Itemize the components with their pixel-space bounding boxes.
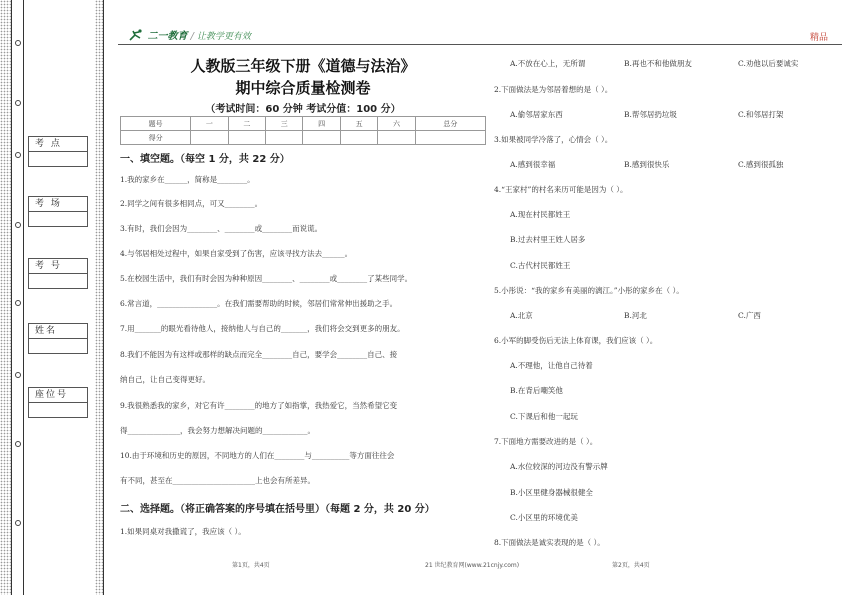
question-line: 5.在校园生活中，我们有时会因为种种原因________、________或________了某些同学。	[120, 274, 413, 283]
info-label: 姓名	[29, 324, 87, 339]
question-line: 得______________，我会努力想解决问题的____________。	[120, 426, 315, 435]
binding-line	[11, 0, 12, 595]
question-line: 2.同学之间有很多相同点，可又________。	[120, 199, 263, 208]
question-line: 1.我的家乡在______，简称是________。	[120, 175, 255, 184]
option: B.感到很快乐	[624, 160, 670, 169]
option: B.河北	[624, 311, 647, 320]
score-cell[interactable]	[378, 131, 415, 145]
page-number-left: 第1页，共4页	[232, 562, 270, 569]
table-cell: 三	[266, 117, 303, 131]
question-line: 有不同，甚至在______________________上也会有所差异。	[120, 476, 315, 485]
question-line: 3.有时，我们会因为________、________或________而说谎。	[120, 224, 323, 233]
table-cell: 题号	[121, 117, 191, 131]
score-cell[interactable]	[191, 131, 228, 145]
binding-hole	[15, 520, 21, 526]
info-label: 考 点	[29, 137, 87, 152]
table-cell: 总分	[415, 117, 485, 131]
table-cell: 得分	[121, 131, 191, 145]
binding-line	[103, 0, 104, 595]
option: B.帮邻居扔垃圾	[624, 110, 677, 119]
question-line: 1.如果同桌对我撒谎了，我应该（ ）。	[120, 527, 246, 536]
binding-hole	[15, 152, 21, 158]
question-line: 3.如果被同学冷落了，心情会（ ）。	[494, 135, 613, 144]
question-line: 纳自己，让自己变得更好。	[120, 375, 210, 384]
table-cell: 五	[340, 117, 377, 131]
binding-hole	[15, 40, 21, 46]
question-line: 6.小军的脚受伤后无法上体育课，我们应该（ ）。	[494, 336, 658, 345]
binding-strip-left	[0, 0, 11, 595]
info-box-seat[interactable]	[28, 387, 88, 418]
brand-logo: 二一教育 / 让教学更有效	[128, 27, 251, 42]
question-line: 6.常言道，________________。在我们需要帮助的时候，邻居们常常伸出援助之手。	[120, 299, 398, 308]
runner-logo-icon	[128, 29, 144, 41]
page-title: 人教版三年级下册《道德与法治》	[190, 57, 416, 75]
option: A.感到很幸福	[510, 160, 556, 169]
option: C.小区里的环境优美	[510, 513, 578, 522]
question-line: 4.与邻居相处过程中，如果自家受到了伤害，应该寻找方法去______。	[120, 249, 353, 258]
option: B.在背后嘲笑他	[510, 386, 563, 395]
question-line: 10.由于环境和历史的原因，不同地方的人们在________与__________等方面往往会	[120, 451, 395, 460]
header-rule	[118, 44, 842, 45]
score-cell[interactable]	[340, 131, 377, 145]
option: A.现在村民都姓王	[510, 210, 571, 219]
info-box-exam-site[interactable]	[28, 136, 88, 167]
question-line: 2.下面做法是为邻居着想的是（ ）。	[494, 85, 613, 94]
score-cell[interactable]	[415, 131, 485, 145]
table-cell: 六	[378, 117, 415, 131]
score-cell[interactable]	[266, 131, 303, 145]
question-line: 8.我们不能因为有这样或那样的缺点而完全________自己，要学会________自己、接	[120, 350, 398, 359]
option: C.古代村民都姓王	[510, 261, 571, 270]
info-label: 考 号	[29, 259, 87, 274]
option: C.下课后和他一起玩	[510, 412, 578, 421]
table-row	[121, 117, 486, 131]
table-cell: 一	[191, 117, 228, 131]
option: A.不放在心上，无所谓	[510, 59, 586, 68]
option: B.再也不和他做朋友	[624, 59, 692, 68]
option: A.水位较深的河边没有警示牌	[510, 462, 608, 471]
info-label: 座位号	[29, 388, 87, 403]
option: C.和邻居打架	[738, 110, 784, 119]
page-number-right: 第2页，共4页	[612, 562, 650, 569]
option: C.广西	[738, 311, 761, 320]
binding-hole	[15, 222, 21, 228]
info-box-name[interactable]	[28, 323, 88, 354]
exam-info: （考试时间：60 分钟 考试分值：100 分）	[205, 104, 401, 115]
table-row	[121, 131, 486, 145]
score-table	[120, 116, 486, 145]
section-heading: 二、选择题。（将正确答案的序号填在括号里）（每题 2 分，共 20 分）	[120, 504, 435, 515]
question-line: 7.下面地方需要改进的是（ ）。	[494, 437, 598, 446]
question-line: 8.下面做法是诚实表现的是（ ）。	[494, 538, 605, 547]
logo-text: 二一教育	[147, 31, 188, 42]
option: B.过去村里王姓人居多	[510, 235, 586, 244]
binding-strip-right	[95, 0, 103, 595]
page-subtitle: 期中综合质量检测卷	[235, 79, 371, 97]
table-cell: 二	[228, 117, 265, 131]
footer-source: 21 世纪教育网(www.21cnjy.com)	[425, 562, 520, 569]
header-mark: 精品	[810, 33, 829, 43]
option: C.感到很孤独	[738, 160, 784, 169]
binding-hole	[15, 372, 21, 378]
info-box-exam-room[interactable]	[28, 196, 88, 227]
option: A.偷邻居家东西	[510, 110, 563, 119]
table-cell: 四	[303, 117, 340, 131]
slogan: 让教学更有效	[196, 32, 251, 42]
info-box-exam-number[interactable]	[28, 258, 88, 289]
option: A.北京	[510, 311, 533, 320]
question-line: 5.小彤说：“我的家乡有美丽的漓江。”小彤的家乡在（ ）。	[494, 286, 684, 295]
info-label: 考 场	[29, 197, 87, 212]
option: A.不理他，让他自己待着	[510, 361, 593, 370]
option: C.劝他以后要诚实	[738, 59, 799, 68]
question-line: 9.我很熟悉我的家乡，对它有许________的地方了如指掌，我热爱它，当然希望它变	[120, 401, 398, 410]
binding-hole	[15, 300, 21, 306]
score-cell[interactable]	[228, 131, 265, 145]
binding-hole	[15, 100, 21, 106]
question-line: 4.“王家村”的村名来历可能是因为（ ）。	[494, 185, 628, 194]
question-line: 7.用_______的眼光看待他人，接纳他人与自己的_______，我们将会交到更多的朋友。	[120, 324, 405, 333]
binding-hole	[15, 441, 21, 447]
section-heading: 一、填空题。（每空 1 分，共 22 分）	[120, 154, 290, 165]
option: B.小区里健身器械很健全	[510, 488, 593, 497]
binding-line	[23, 0, 24, 595]
score-cell[interactable]	[303, 131, 340, 145]
